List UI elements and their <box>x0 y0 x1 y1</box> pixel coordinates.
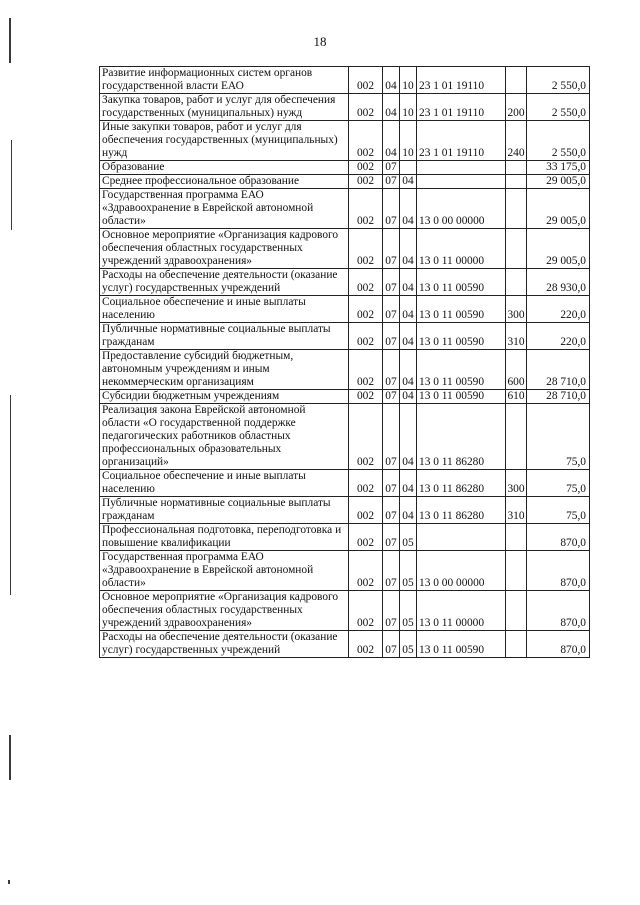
amount: 75,0 <box>527 404 590 470</box>
ministry-code: 002 <box>349 67 383 94</box>
section-code: 07 <box>383 229 400 269</box>
ministry-code: 002 <box>349 296 383 323</box>
amount: 75,0 <box>527 470 590 497</box>
subsection-code: 04 <box>400 350 417 390</box>
target-article-code: 23 1 01 19110 <box>417 94 506 121</box>
section-code: 07 <box>383 551 400 591</box>
scan-mark-middle <box>10 395 11 595</box>
ministry-code: 002 <box>349 350 383 390</box>
target-article-code: 13 0 11 86280 <box>417 470 506 497</box>
ministry-code: 002 <box>349 470 383 497</box>
subsection-code: 04 <box>400 323 417 350</box>
item-name: Предоставление субсидий бюджетным, автономным учреждениям и иным некоммерческим организациям <box>100 350 349 390</box>
expense-type-code: 610 <box>507 390 525 402</box>
scan-mark-upper <box>11 140 12 230</box>
target-article-code <box>417 524 506 551</box>
page-number: 18 <box>313 34 327 49</box>
amount: 29 005,0 <box>527 189 590 229</box>
section-code: 07 <box>383 497 400 524</box>
ministry-code: 002 <box>349 269 383 296</box>
table-row <box>100 269 590 296</box>
item-name: Субсидии бюджетным учреждениям <box>100 390 349 404</box>
target-article-code: 13 0 11 00590 <box>417 296 506 323</box>
expense-type-code <box>506 269 527 296</box>
expense-type-code <box>506 631 527 658</box>
item-name: Расходы на обеспечение деятельности (оказание услуг) государственных учреждений <box>100 269 349 296</box>
amount: 33 175,0 <box>527 161 590 175</box>
item-name: Профессиональная подготовка, переподготовка и повышение квалификации <box>100 524 349 551</box>
ministry-code: 002 <box>349 94 383 121</box>
scan-mark-top <box>9 18 11 63</box>
expense-type-code: 310 <box>506 323 527 350</box>
table-row <box>100 296 590 323</box>
ministry-code: 002 <box>349 323 383 350</box>
expense-type-code: 200 <box>506 94 527 121</box>
target-article-code: 13 0 11 00590 <box>417 269 506 296</box>
section-code: 07 <box>383 524 400 551</box>
amount: 28 710,0 <box>527 390 590 404</box>
table-row <box>100 404 590 470</box>
expense-type-code: 240 <box>506 121 527 161</box>
section-code: 07 <box>383 404 400 470</box>
table-row <box>100 94 590 121</box>
ministry-code: 002 <box>349 229 383 269</box>
table-row <box>100 497 590 524</box>
subsection-code: 10 <box>400 67 417 94</box>
subsection-code: 05 <box>400 524 417 551</box>
amount: 28 930,0 <box>527 269 590 296</box>
subsection-code: 04 <box>400 189 417 229</box>
subsection-code: 05 <box>400 591 417 631</box>
target-article-code: 13 0 00 00000 <box>417 551 506 591</box>
item-name: Основное мероприятие «Организация кадрового обеспечения областных государственных учреждений здравоохранения» <box>100 591 349 631</box>
item-name: Закупка товаров, работ и услуг для обеспечения государственных (муниципальных) нужд <box>100 94 349 121</box>
table-row <box>100 591 590 631</box>
subsection-code: 04 <box>400 497 417 524</box>
item-name: Образование <box>100 161 349 175</box>
subsection-code: 10 <box>400 121 417 161</box>
subsection-code: 10 <box>400 94 417 121</box>
ministry-code: 002 <box>349 121 383 161</box>
target-article-code <box>417 161 506 175</box>
section-code: 04 <box>383 94 400 121</box>
target-article-code: 13 0 11 86280 <box>417 497 506 524</box>
subsection-code: 04 <box>400 229 417 269</box>
subsection-code: 04 <box>400 390 417 404</box>
target-article-code: 13 0 11 00590 <box>417 390 506 404</box>
expense-type-code <box>506 524 527 551</box>
budget-table <box>99 66 590 658</box>
amount: 870,0 <box>527 524 590 551</box>
target-article-code <box>417 175 506 189</box>
amount: 28 710,0 <box>527 350 590 390</box>
section-code: 07 <box>383 591 400 631</box>
amount: 220,0 <box>527 323 590 350</box>
subsection-code: 05 <box>400 631 417 658</box>
table-row <box>100 524 590 551</box>
target-article-code: 13 0 11 86280 <box>417 404 506 470</box>
subsection-code <box>400 161 417 175</box>
subsection-code: 04 <box>400 470 417 497</box>
table-row <box>100 189 590 229</box>
scan-mark-lower <box>9 735 11 780</box>
table-row <box>100 229 590 269</box>
target-article-code: 13 0 11 00590 <box>417 323 506 350</box>
expense-type-code: 300 <box>506 296 527 323</box>
target-article-code: 13 0 00 00000 <box>417 189 506 229</box>
ministry-code: 002 <box>349 631 383 658</box>
table-row <box>100 631 590 658</box>
item-name: Расходы на обеспечение деятельности (оказание услуг) государственных учреждений <box>100 631 349 658</box>
item-name: Реализация закона Еврейской автономной области «О государственной поддержке педагогических работников областных профессиональных образовательных организаций» <box>100 404 349 470</box>
amount: 870,0 <box>527 591 590 631</box>
item-name: Основное мероприятие «Организация кадрового обеспечения областных государственных учреждений здравоохранения» <box>100 229 349 269</box>
table-row <box>100 470 590 497</box>
ministry-code: 002 <box>349 591 383 631</box>
expense-type-code <box>506 229 527 269</box>
section-code: 04 <box>383 121 400 161</box>
amount: 75,0 <box>527 497 590 524</box>
ministry-code: 002 <box>349 161 383 175</box>
expense-type-code <box>506 551 527 591</box>
item-name: Развитие информационных систем органов государственной власти ЕАО <box>100 67 349 94</box>
table-row <box>100 175 590 189</box>
item-name: Иные закупки товаров, работ и услуг для обеспечения государственных (муниципальных) нужд <box>100 121 349 161</box>
amount: 29 005,0 <box>527 175 590 189</box>
section-code: 07 <box>383 631 400 658</box>
amount: 2 550,0 <box>527 94 590 121</box>
table-row <box>100 161 590 175</box>
expense-type-code: 600 <box>506 350 527 390</box>
section-code: 07 <box>383 189 400 229</box>
subsection-code: 04 <box>400 269 417 296</box>
expense-type-code <box>506 404 527 470</box>
expense-type-code <box>506 591 527 631</box>
amount: 2 550,0 <box>527 67 590 94</box>
expense-type-code: 310 <box>506 497 527 524</box>
subsection-code: 04 <box>400 296 417 323</box>
item-name: Среднее профессиональное образование <box>100 175 349 189</box>
amount: 2 550,0 <box>527 121 590 161</box>
target-article-code: 13 0 11 00590 <box>417 350 506 390</box>
expense-type-code <box>506 189 527 229</box>
table-row <box>100 67 590 94</box>
section-code: 07 <box>383 269 400 296</box>
target-article-code: 13 0 11 00000 <box>417 229 506 269</box>
expense-type-code <box>506 175 527 189</box>
target-article-code: 13 0 11 00000 <box>417 591 506 631</box>
table-row <box>100 350 590 390</box>
section-code: 07 <box>383 175 400 189</box>
subsection-code: 04 <box>400 175 417 189</box>
item-name: Государственная программа ЕАО «Здравоохранение в Еврейской автономной области» <box>100 189 349 229</box>
ministry-code: 002 <box>349 189 383 229</box>
target-article-code: 23 1 01 19110 <box>417 67 506 94</box>
subsection-code: 05 <box>400 551 417 591</box>
amount: 870,0 <box>527 551 590 591</box>
item-name: Публичные нормативные социальные выплаты гражданам <box>100 497 349 524</box>
item-name: Государственная программа ЕАО «Здравоохранение в Еврейской автономной области» <box>100 551 349 591</box>
item-name: Публичные нормативные социальные выплаты гражданам <box>100 323 349 350</box>
expense-type-code: 300 <box>506 470 527 497</box>
amount: 29 005,0 <box>527 229 590 269</box>
ministry-code: 002 <box>349 497 383 524</box>
expense-type-code <box>506 161 527 175</box>
table-row <box>100 121 590 161</box>
ministry-code: 002 <box>349 175 383 189</box>
target-article-code: 13 0 11 00590 <box>417 631 506 658</box>
section-code: 07 <box>383 296 400 323</box>
section-code: 04 <box>383 67 400 94</box>
subsection-code: 04 <box>400 404 417 470</box>
table-row <box>100 323 590 350</box>
scan-mark-bottom <box>8 880 10 884</box>
amount: 870,0 <box>527 631 590 658</box>
item-name: Социальное обеспечение и иные выплаты населению <box>100 296 349 323</box>
budget-table-body <box>100 67 590 658</box>
table-row <box>100 551 590 591</box>
target-article-code: 23 1 01 19110 <box>417 121 506 161</box>
ministry-code: 002 <box>349 524 383 551</box>
section-code: 07 <box>383 350 400 390</box>
section-code: 07 <box>383 323 400 350</box>
table-row <box>100 390 590 404</box>
item-name: Социальное обеспечение и иные выплаты населению <box>100 470 349 497</box>
ministry-code: 002 <box>349 404 383 470</box>
ministry-code: 002 <box>349 390 383 404</box>
ministry-code: 002 <box>349 551 383 591</box>
expense-type-code <box>506 67 527 94</box>
section-code: 07 <box>383 161 400 175</box>
section-code: 07 <box>383 470 400 497</box>
section-code: 07 <box>383 390 400 404</box>
amount: 220,0 <box>527 296 590 323</box>
